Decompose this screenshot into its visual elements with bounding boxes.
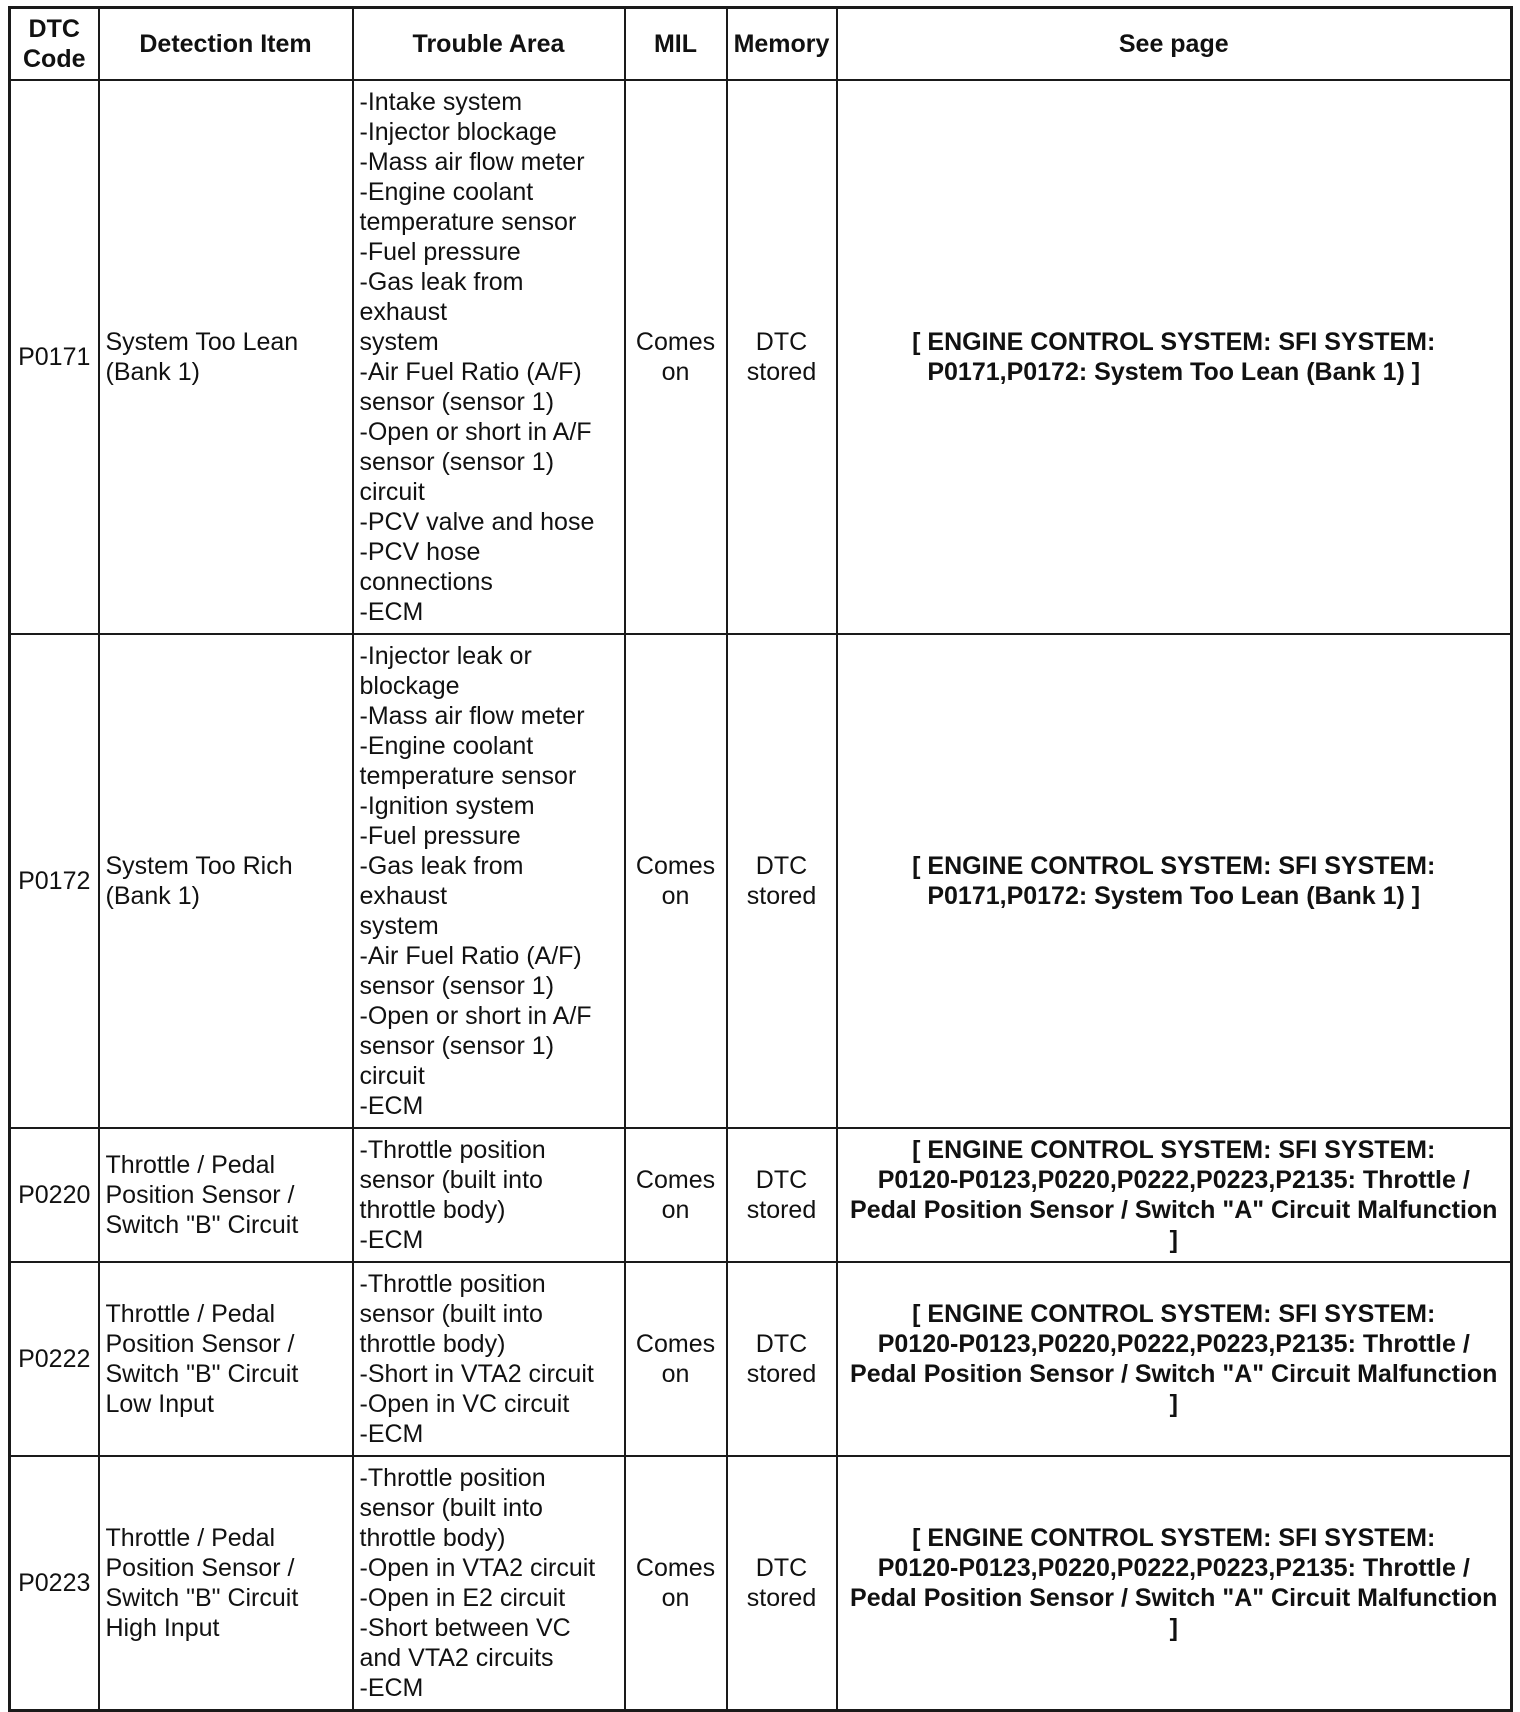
see-page-line: [ ENGINE CONTROL SYSTEM: SFI SYSTEM: (912, 1136, 1436, 1164)
detection-item-line: Position Sensor / (105, 1330, 295, 1358)
see-page-line: ] (1169, 1614, 1178, 1642)
trouble-area-cell (353, 1128, 625, 1262)
see-page-cell (837, 1456, 1512, 1711)
trouble-area-line: -Throttle position (359, 1270, 546, 1298)
table-body (10, 80, 1512, 1711)
trouble-area-line: -ECM (359, 1674, 424, 1702)
trouble-area-line: -Air Fuel Ratio (A/F) (359, 358, 582, 386)
table-row (10, 1262, 1512, 1456)
trouble-area-line: system (359, 912, 439, 940)
header-trouble-area: Trouble Area (353, 8, 625, 81)
detection-item-line: Throttle / Pedal (105, 1151, 276, 1179)
trouble-area-line: circuit (359, 478, 425, 506)
trouble-area-cell (353, 1262, 625, 1456)
memory-cell (727, 1456, 837, 1711)
mil-line: on (661, 1584, 690, 1612)
see-page-line: P0120-P0123,P0220,P0222,P0223,P2135: Throttle / (877, 1554, 1470, 1582)
trouble-area-line: -Gas leak from exhaust (359, 852, 524, 910)
see-page-cell (837, 1128, 1512, 1262)
trouble-area-line: connections (359, 568, 493, 596)
trouble-area-line: -Throttle position (359, 1136, 546, 1164)
see-page-line: Pedal Position Sensor / Switch "A" Circuit Malfunction (850, 1584, 1498, 1612)
detection-item-line: Switch "B" Circuit (105, 1211, 299, 1239)
mil-line: Comes (635, 328, 716, 356)
header-dtc-code: DTC Code (10, 8, 99, 81)
mil-line: Comes (635, 852, 716, 880)
see-page-line: [ ENGINE CONTROL SYSTEM: SFI SYSTEM: (912, 1524, 1436, 1552)
memory-line: stored (746, 358, 817, 386)
detection-item-line: Throttle / Pedal (105, 1524, 276, 1552)
memory-cell (727, 1262, 837, 1456)
trouble-area-line: -ECM (359, 1226, 424, 1254)
see-page-cell (837, 634, 1512, 1128)
see-page-line: ] (1169, 1390, 1178, 1418)
trouble-area-line: temperature sensor (359, 208, 577, 236)
trouble-area-line: -Mass air flow meter (359, 148, 585, 176)
header-mil: MIL (625, 8, 727, 81)
trouble-area-line: sensor (built into (359, 1494, 543, 1522)
trouble-area-line: -Fuel pressure (359, 822, 521, 850)
detection-item-cell (99, 1456, 353, 1711)
memory-cell (727, 80, 837, 634)
memory-line: DTC (755, 852, 808, 880)
mil-line: Comes (635, 1166, 716, 1194)
trouble-area-line: -Gas leak from exhaust (359, 268, 524, 326)
trouble-area-line: -Fuel pressure (359, 238, 521, 266)
see-page-line: P0120-P0123,P0220,P0222,P0223,P2135: Throttle / (877, 1166, 1470, 1194)
see-page-line: [ ENGINE CONTROL SYSTEM: SFI SYSTEM: (912, 328, 1436, 356)
memory-line: DTC (755, 1330, 808, 1358)
table-row (10, 1128, 1512, 1262)
trouble-area-cell (353, 1456, 625, 1711)
mil-cell (625, 1456, 727, 1711)
dtc-table (8, 6, 1513, 1712)
trouble-area-line: sensor (sensor 1) (359, 448, 555, 476)
dtc-code-cell: P0222 (10, 1262, 99, 1456)
see-page-line: ] (1169, 1226, 1178, 1254)
trouble-area-line: -PCV hose (359, 538, 481, 566)
memory-line: stored (746, 882, 817, 910)
trouble-area-line: -Injector leak or (359, 642, 532, 670)
detection-item-line: Position Sensor / (105, 1554, 295, 1582)
trouble-area-line: -Open or short in A/F (359, 418, 592, 446)
see-page-line: P0171,P0172: System Too Lean (Bank 1) ] (927, 882, 1421, 910)
trouble-area-line: -ECM (359, 1420, 424, 1448)
trouble-area-line: sensor (built into (359, 1300, 543, 1328)
detection-item-line: System Too Lean (105, 328, 299, 356)
see-page-line: Pedal Position Sensor / Switch "A" Circuit Malfunction (850, 1360, 1498, 1388)
trouble-area-line: -Air Fuel Ratio (A/F) (359, 942, 582, 970)
memory-line: stored (746, 1196, 817, 1224)
memory-line: stored (746, 1584, 817, 1612)
see-page-line: Pedal Position Sensor / Switch "A" Circuit Malfunction (850, 1196, 1498, 1224)
table-row (10, 634, 1512, 1128)
detection-item-cell (99, 1262, 353, 1456)
trouble-area-line: -Engine coolant (359, 732, 534, 760)
mil-cell (625, 1128, 727, 1262)
trouble-area-line: -Short in VTA2 circuit (359, 1360, 594, 1388)
trouble-area-line: and VTA2 circuits (359, 1644, 554, 1672)
mil-line: Comes (635, 1554, 716, 1582)
dtc-code-cell: P0171 (10, 80, 99, 634)
trouble-area-line: sensor (sensor 1) (359, 388, 555, 416)
dtc-code-cell: P0172 (10, 634, 99, 1128)
mil-line: on (661, 1360, 690, 1388)
trouble-area-cell (353, 80, 625, 634)
detection-item-line: Throttle / Pedal (105, 1300, 276, 1328)
memory-line: stored (746, 1360, 817, 1388)
detection-item-line: Low Input (105, 1390, 214, 1418)
memory-cell (727, 634, 837, 1128)
mil-line: Comes (635, 1330, 716, 1358)
trouble-area-line: -Open in VC circuit (359, 1390, 570, 1418)
trouble-area-line: -Short between VC (359, 1614, 571, 1642)
memory-cell (727, 1128, 837, 1262)
memory-line: DTC (755, 1554, 808, 1582)
trouble-area-line: circuit (359, 1062, 425, 1090)
trouble-area-line: -Injector blockage (359, 118, 557, 146)
see-page-cell (837, 80, 1512, 634)
detection-item-cell (99, 80, 353, 634)
detection-item-line: Switch "B" Circuit (105, 1360, 299, 1388)
trouble-area-line: -Ignition system (359, 792, 535, 820)
header-row (10, 8, 1512, 81)
trouble-area-line: -PCV valve and hose (359, 508, 595, 536)
memory-line: DTC (755, 328, 808, 356)
trouble-area-line: -Mass air flow meter (359, 702, 585, 730)
trouble-area-line: -Open in E2 circuit (359, 1584, 566, 1612)
table-row (10, 1456, 1512, 1711)
detection-item-line: (Bank 1) (105, 358, 200, 386)
memory-line: DTC (755, 1166, 808, 1194)
mil-line: on (661, 358, 690, 386)
trouble-area-line: throttle body) (359, 1330, 506, 1358)
trouble-area-line: sensor (built into (359, 1166, 543, 1194)
trouble-area-line: blockage (359, 672, 460, 700)
mil-line: on (661, 1196, 690, 1224)
detection-item-line: Switch "B" Circuit (105, 1584, 299, 1612)
trouble-area-line: temperature sensor (359, 762, 577, 790)
trouble-area-line: -ECM (359, 598, 424, 626)
see-page-cell (837, 1262, 1512, 1456)
detection-item-line: High Input (105, 1614, 220, 1642)
trouble-area-line: throttle body) (359, 1524, 506, 1552)
mil-cell (625, 634, 727, 1128)
see-page-line: P0120-P0123,P0220,P0222,P0223,P2135: Throttle / (877, 1330, 1470, 1358)
detection-item-line: Position Sensor / (105, 1181, 295, 1209)
trouble-area-line: sensor (sensor 1) (359, 972, 555, 1000)
header-see-page: See page (837, 8, 1512, 81)
trouble-area-cell (353, 634, 625, 1128)
detection-item-cell (99, 1128, 353, 1262)
trouble-area-line: -Engine coolant (359, 178, 534, 206)
mil-cell (625, 1262, 727, 1456)
see-page-line: [ ENGINE CONTROL SYSTEM: SFI SYSTEM: (912, 1300, 1436, 1328)
trouble-area-line: throttle body) (359, 1196, 506, 1224)
header-memory: Memory (727, 8, 837, 81)
trouble-area-line: -Open or short in A/F (359, 1002, 592, 1030)
trouble-area-line: system (359, 328, 439, 356)
see-page-line: P0171,P0172: System Too Lean (Bank 1) ] (927, 358, 1421, 386)
mil-cell (625, 80, 727, 634)
see-page-line: [ ENGINE CONTROL SYSTEM: SFI SYSTEM: (912, 852, 1436, 880)
detection-item-cell (99, 634, 353, 1128)
trouble-area-line: sensor (sensor 1) (359, 1032, 555, 1060)
header-detection-item: Detection Item (99, 8, 353, 81)
dtc-code-cell: P0223 (10, 1456, 99, 1711)
trouble-area-line: -Throttle position (359, 1464, 546, 1492)
detection-item-line: (Bank 1) (105, 882, 200, 910)
trouble-area-line: -Open in VTA2 circuit (359, 1554, 596, 1582)
table-row (10, 80, 1512, 634)
detection-item-line: System Too Rich (105, 852, 293, 880)
trouble-area-line: -Intake system (359, 88, 523, 116)
mil-line: on (661, 882, 690, 910)
dtc-code-cell: P0220 (10, 1128, 99, 1262)
trouble-area-line: -ECM (359, 1092, 424, 1120)
